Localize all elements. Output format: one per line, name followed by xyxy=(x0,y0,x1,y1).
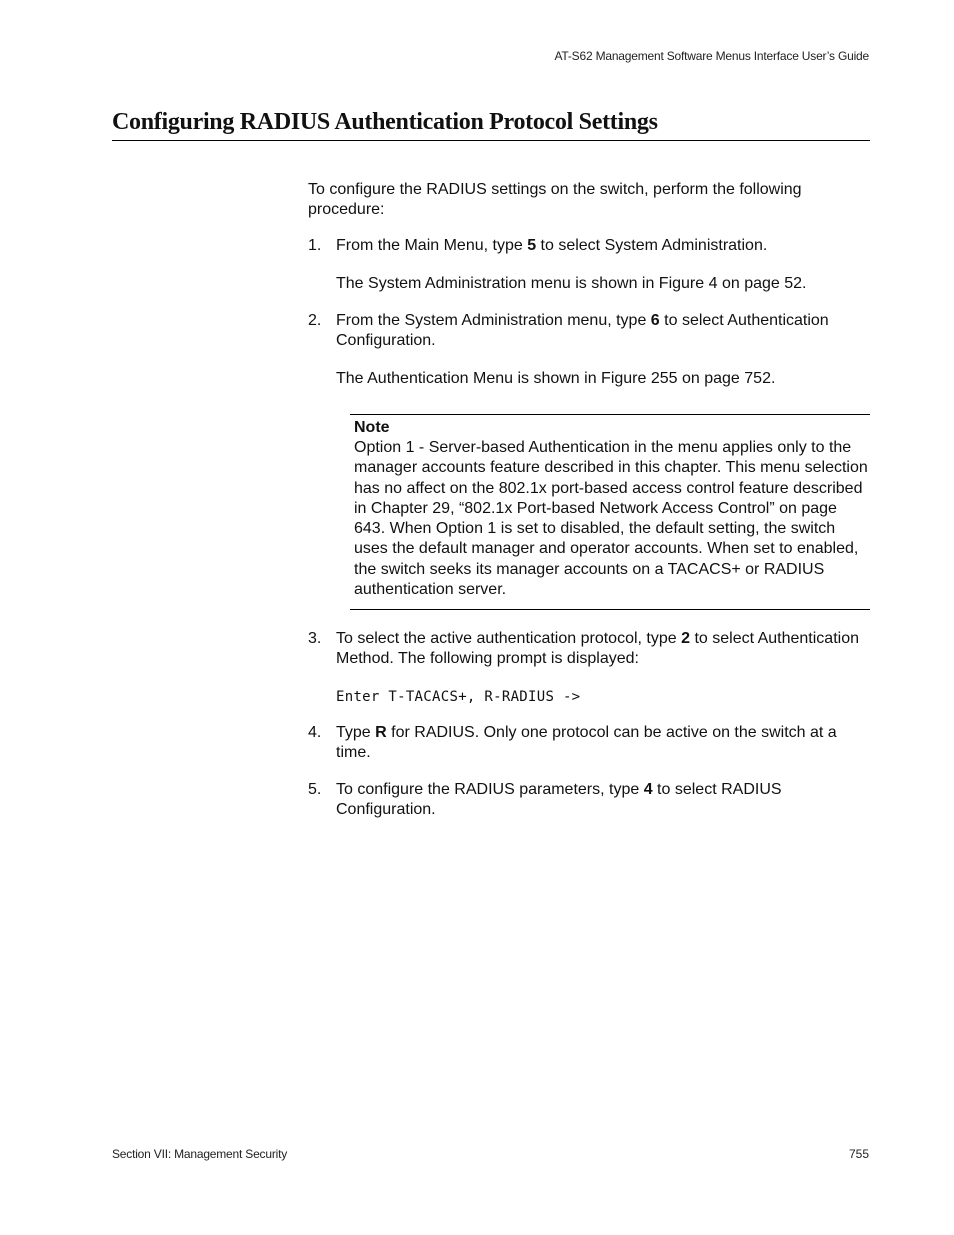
footer-section: Section VII: Management Security xyxy=(112,1147,288,1161)
note-box xyxy=(350,414,870,610)
menu-key: R xyxy=(375,724,387,741)
step-number: 1. xyxy=(308,237,322,254)
menu-key: 6 xyxy=(650,312,660,329)
step-number: 2. xyxy=(308,312,322,329)
step-text: From the System Administration menu, type 6 to select Authentication Configuration. xyxy=(336,312,829,349)
page-number: 755 xyxy=(848,1147,869,1161)
step-number: 5. xyxy=(308,781,322,798)
menu-key: 4 xyxy=(643,781,653,798)
step-2-followup: The Authentication Menu is shown in Figure 255 on page 752. xyxy=(336,370,776,387)
menu-key: 2 xyxy=(681,630,690,647)
step-text: To configure the RADIUS parameters, type 4 to select RADIUS Configuration. xyxy=(336,781,782,818)
note-title: Note xyxy=(354,419,390,436)
step-text: Type R for RADIUS. Only one protocol can be active on the switch at a time. xyxy=(336,724,837,761)
note-body: Option 1 - Server-based Authentication in the menu applies only to the manager accounts feature described in this chapter. This menu selection has no affect on the 802.1x port-based access control feature described in Chapter 29, “802.1x Port-based Network Access Control” on page 643. When Option 1 is set to disabled, the default setting, the switch uses the default manager and operator accounts. When set to enabled, the switch seeks its manager accounts on a TACACS+ or RADIUS authentication server. xyxy=(354,439,868,599)
intro-paragraph: To configure the RADIUS settings on the switch, perform the following procedure: xyxy=(308,181,802,218)
step-text: From the Main Menu, type 5 to select System Administration. xyxy=(336,237,768,254)
menu-key: 5 xyxy=(527,237,537,254)
step-number: 3. xyxy=(308,630,322,647)
running-header: AT-S62 Management Software Menus Interface User’s Guide xyxy=(554,49,869,63)
step-1-followup: The System Administration menu is shown in Figure 4 on page 52. xyxy=(336,275,807,292)
step-text: To select the active authentication protocol, type 2 to select Authentication Method. The following prompt is displayed: xyxy=(336,630,859,667)
prompt-code: Enter T-TACACS+, R-RADIUS -> xyxy=(336,689,581,705)
step-number: 4. xyxy=(308,724,322,741)
page-title: Configuring RADIUS Authentication Protocol Settings xyxy=(112,106,870,141)
